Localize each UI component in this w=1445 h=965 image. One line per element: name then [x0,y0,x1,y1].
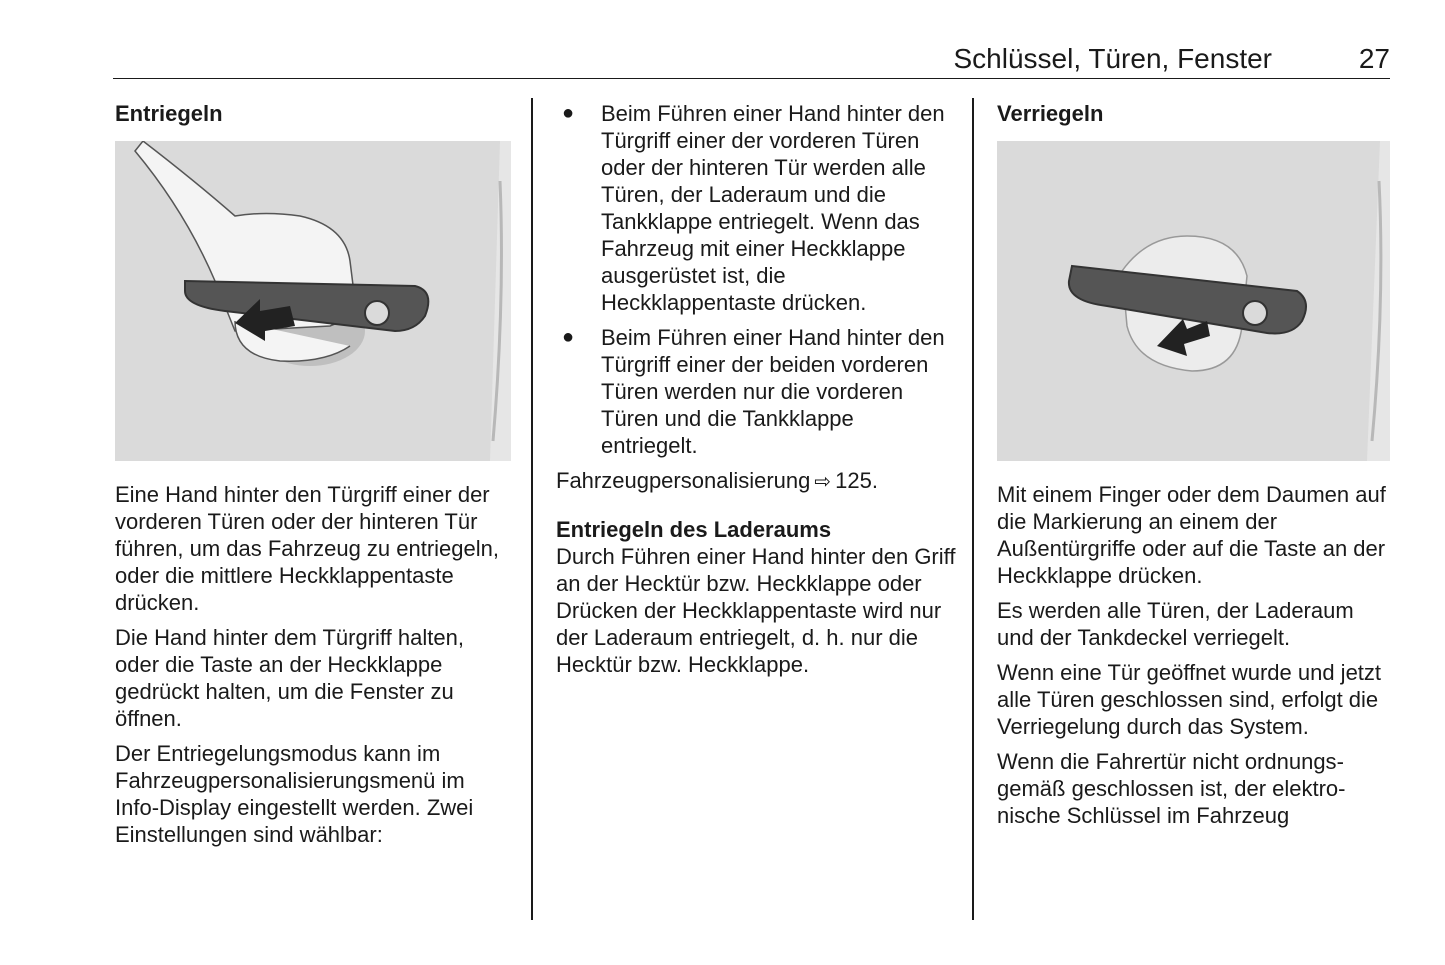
door-handle-lock-illustration [997,141,1390,461]
cargo-unlock-paragraph: Durch Führen einer Hand hinter den Griff an der Hecktür bzw. Heckklappe oder Drücken der Heckklappentaste wird nur der Laderaum entriegelt, d. h. nur die Hecktür bzw. Heckklappe. [556,544,956,677]
page-number: 27 [1358,43,1390,74]
section-heading-lock: Verriegeln [997,101,1104,126]
unlock-paragraph-3: Der Entriegelungsmodus kann im Fahrzeugpersonalisierungsmenü im Info-Display eingestellt werden. Zwei Einstellungen sind wählbar: [115,741,474,847]
unlock-mode-2-text: Beim Führen einer Hand hinter den Türgriff einer der beiden vorderen Türen werden nur die vorderen Türen und die Tankklappe entriegelt. [601,325,945,458]
lock-paragraph-1: Mit einem Finger oder dem Daumen auf die Markierung an einem der Außentürgriffe oder auf die Taste an der Heckklappe drücken. [997,482,1386,588]
bullet-icon: ● [562,326,575,348]
column-divider [531,98,533,920]
lock-paragraph-3: Wenn eine Tür geöffnet wurde und jetzt alle Türen geschlossen sind, erfolgt die Verriegelung durch das System. [997,660,1382,739]
lock-paragraph-4: Wenn die Fahrertür nicht ordnungsgemäß geschlossen ist, der elektronische Schlüssel im Fahrzeug [997,749,1346,828]
column-left [115,100,511,856]
page-header [113,40,1390,79]
page-title: Schlüssel, Türen, Fenster [953,43,1272,74]
column-right [997,100,1390,837]
door-handle-unlock-illustration [115,141,511,461]
unlock-paragraph-2: Die Hand hinter dem Türgriff halten, oder die Taste an der Heckklappe gedrückt halten, um die Fenster zu öffnen. [115,625,464,731]
unlock-paragraph-1: Eine Hand hinter den Türgriff einer der vorderen Türen oder der hinteren Tür führen, um das Fahrzeug zu entriegeln, oder die mittlere Heckklappentaste drücken. [115,482,500,615]
column-divider [972,98,974,920]
lock-paragraph-2: Es werden alle Türen, der Laderaum und der Tankdeckel verriegelt. [997,598,1354,650]
unlock-mode-1-text: Beim Führen einer Hand hinter den Türgriff einer der vorderen Türen oder der hinteren Tür werden alle Türen, der Laderaum und die Tankklappe entriegelt. Wenn das Fahrzeug mit einer Heckklappe ausgerüstet ist, die Heckklappentaste drücken. [601,101,945,315]
section-heading-unlock: Entriegeln [115,101,223,126]
list-item [556,324,956,459]
cross-reference [556,467,956,496]
cross-reference-page[interactable]: 125. [835,468,878,493]
unlock-mode-list [556,100,956,459]
column-middle [556,100,956,686]
page-reference-arrow-icon: ⇨ [814,471,832,493]
bullet-icon: ● [562,102,575,124]
cross-reference-text: Fahrzeugpersonalisierung [556,468,811,493]
list-item [556,100,956,316]
section-heading-cargo-unlock: Entriegeln des Laderaums [556,517,832,542]
